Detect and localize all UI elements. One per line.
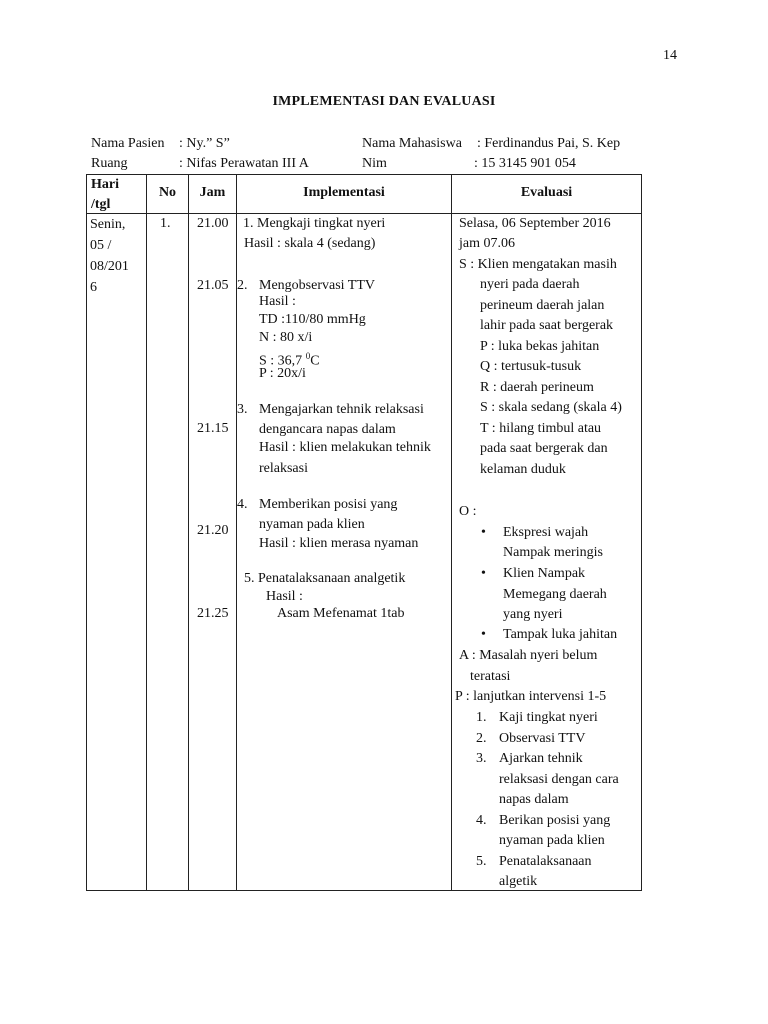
- eval-pain-scale: S : skala sedang (skala 4): [480, 400, 622, 415]
- plan-3-number: 3.: [476, 751, 487, 766]
- table-divider-eval: [451, 174, 452, 891]
- eval-pain-time-line-2: pada saat bergerak dan: [480, 441, 608, 456]
- table-divider-no: [146, 174, 147, 891]
- eval-subjective-line-3: perineum daerah jalan: [480, 298, 605, 313]
- time-3: 21.15: [197, 421, 229, 436]
- bullet-icon: •: [481, 627, 486, 642]
- nim-value: : 15 3145 901 054: [474, 156, 576, 171]
- eval-plan: P : lanjutkan intervensi 1-5: [455, 689, 607, 704]
- plan-5-number: 5.: [476, 854, 487, 869]
- eval-subjective-line-2: nyeri pada daerah: [480, 277, 580, 292]
- plan-1-number: 1.: [476, 710, 487, 725]
- row-number: 1.: [160, 216, 171, 231]
- plan-4-number: 4.: [476, 813, 487, 828]
- impl-result-2: Hasil :: [259, 294, 296, 309]
- day-cell: Senin, 05 / 08/201 6: [90, 217, 129, 295]
- impl-item-2-number: 2.: [237, 278, 248, 293]
- plan-4: Berikan posisi yang: [499, 813, 611, 828]
- plan-2: Observasi TTV: [499, 731, 586, 746]
- impl-item-4: Memberikan posisi yang: [259, 497, 398, 512]
- plan-3: Ajarkan tehnik: [499, 751, 583, 766]
- eval-assessment-cont: teratasi: [470, 669, 511, 684]
- plan-4-cont: nyaman pada klien: [499, 833, 605, 848]
- plan-5-cont: algetik: [499, 874, 538, 889]
- impl-result-4: Hasil : klien merasa nyaman: [259, 536, 419, 551]
- table-border-right: [641, 174, 642, 891]
- impl-item-1: 1. Mengkaji tingkat nyeri: [243, 216, 386, 231]
- header-evaluasi: Evaluasi: [520, 185, 573, 200]
- plan-2-number: 2.: [476, 731, 487, 746]
- impl-result-3: Hasil : klien melakukan tehnik: [259, 440, 431, 455]
- impl-result-1: Hasil : skala 4 (sedang): [244, 236, 376, 251]
- eval-objective-item-3: Tampak luka jahitan: [503, 627, 618, 642]
- room-value: : Nifas Perawatan III A: [179, 156, 309, 171]
- plan-3-cont: relaksasi dengan cara: [499, 772, 619, 787]
- eval-objective-item-1-cont: Nampak meringis: [503, 545, 603, 560]
- table-divider-time: [188, 174, 189, 891]
- eval-objective-item-2-cont2: yang nyeri: [503, 607, 563, 622]
- page-title: IMPLEMENTASI DAN EVALUASI: [272, 94, 496, 109]
- impl-result-5: Hasil :: [266, 589, 303, 604]
- impl-item-4-number: 4.: [237, 497, 248, 512]
- patient-label: Nama Pasien: [91, 136, 165, 151]
- table-top-border: [86, 174, 642, 175]
- nim-label: Nim: [362, 156, 387, 171]
- impl-item-5: 5. Penatalaksanaan analgetik: [244, 571, 406, 586]
- time-4: 21.20: [197, 523, 229, 538]
- page-number: 14: [663, 48, 677, 63]
- header-time: Jam: [199, 185, 226, 200]
- eval-objective-item-1: Ekspresi wajah: [503, 525, 589, 540]
- eval-time: jam 07.06: [459, 236, 515, 251]
- eval-pain-time-line-3: kelaman duduk: [480, 462, 566, 477]
- header-no: No: [158, 185, 177, 200]
- eval-pain-time: T : hilang timbul atau: [480, 421, 602, 436]
- header-implementasi: Implementasi: [303, 185, 385, 200]
- time-1: 21.00: [197, 216, 229, 231]
- vital-n: N : 80 x/i: [259, 330, 313, 345]
- eval-assessment: A : Masalah nyeri belum: [459, 648, 598, 663]
- table-border-left: [86, 174, 87, 891]
- student-value: : Ferdinandus Pai, S. Kep: [477, 136, 621, 151]
- room-label: Ruang: [91, 156, 128, 171]
- plan-1: Kaji tingkat nyeri: [499, 710, 598, 725]
- table-bottom-border: [86, 890, 642, 891]
- plan-3-cont2: napas dalam: [499, 792, 569, 807]
- eval-pain-provocation: P : luka bekas jahitan: [480, 339, 600, 354]
- impl-item-3: Mengajarkan tehnik relaksasi: [259, 402, 424, 417]
- eval-subjective-line-4: lahir pada saat bergerak: [480, 318, 614, 333]
- impl-item-3-cont: dengancara napas dalam: [259, 422, 396, 437]
- vital-td: TD :110/80 mmHg: [259, 312, 366, 327]
- time-5: 21.25: [197, 606, 229, 621]
- header-day: Hari /tgl: [91, 177, 119, 212]
- plan-5: Penatalaksanaan: [499, 854, 592, 869]
- impl-result-3-cont: relaksasi: [259, 461, 308, 476]
- eval-pain-region: R : daerah perineum: [480, 380, 594, 395]
- vital-s: S : 36,7 $^0$C: [259, 351, 320, 369]
- eval-subjective: S : Klien mengatakan masih: [459, 257, 617, 272]
- impl-item-4-cont: nyaman pada klien: [259, 517, 365, 532]
- impl-item-2: Mengobservasi TTV: [259, 278, 375, 293]
- eval-objective-item-2-cont: Memegang daerah: [503, 587, 607, 602]
- time-2: 21.05: [197, 278, 229, 293]
- eval-objective: O :: [459, 504, 477, 519]
- bullet-icon: •: [481, 566, 486, 581]
- eval-date: Selasa, 06 September 2016: [459, 216, 611, 231]
- bullet-icon: •: [481, 525, 486, 540]
- patient-value: : Ny.” S”: [179, 136, 230, 151]
- impl-item-3-number: 3.: [237, 402, 248, 417]
- eval-pain-quality: Q : tertusuk-tusuk: [480, 359, 582, 374]
- impl-result-5-medication: Asam Mefenamat 1tab: [277, 606, 405, 621]
- student-label: Nama Mahasiswa: [362, 136, 462, 151]
- eval-objective-item-2: Klien Nampak: [503, 566, 586, 581]
- vital-p: P : 20x/i: [259, 366, 306, 381]
